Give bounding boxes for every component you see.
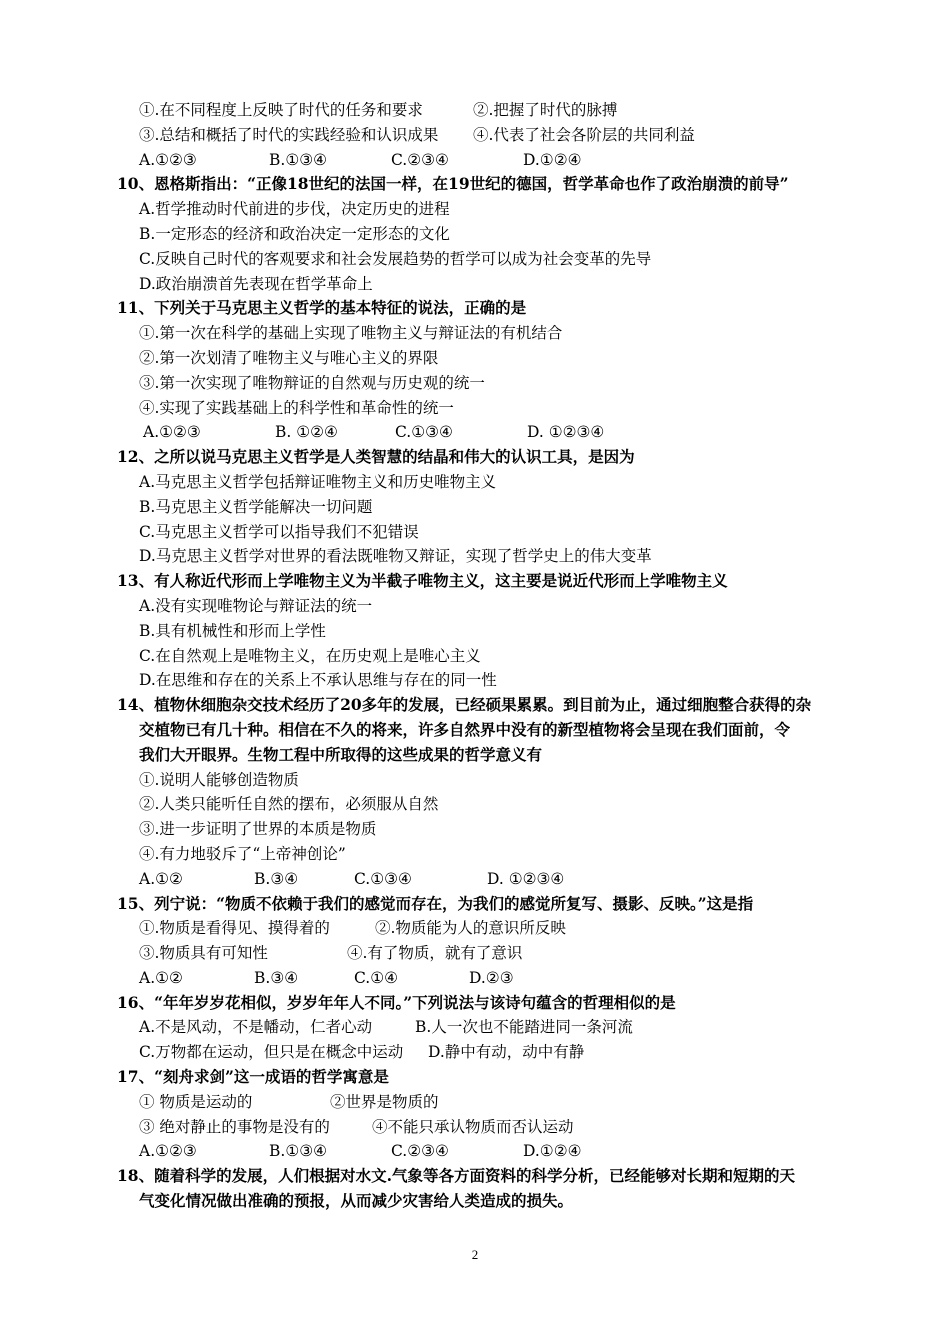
q9-option-3: ③.总结和概括了时代的实践经验和认识成果 [139,125,439,144]
q15-options-row-2 [117,941,847,966]
q17-choice-a: A.①②③ [139,1142,197,1161]
q13-option-c: C.在自然观上是唯物主义，在历史观上是唯心主义 [139,646,481,665]
q16-option-a: A.不是风动，不是幡动，仁者心动 [139,1018,373,1037]
q9-option-1: ①.在不同程度上反映了时代的任务和要求 [139,101,423,119]
q12-option-d: D.马克思主义哲学对世界的看法既唯物又辩证，实现了哲学史上的伟大变革 [139,547,652,566]
q9-options-row-1 [117,98,847,123]
q15-choices [117,966,847,991]
q17-option-1: ① 物质是运动的 [139,1092,253,1111]
q11-option-4: ④.实现了实践基础上的科学性和革命性的统一 [139,398,454,417]
q9-option-4: ④.代表了社会各阶层的共同利益 [473,125,695,144]
q12-option-b: B.马克思主义哲学能解决一切问题 [139,497,373,516]
q17-options-row-1 [117,1090,847,1115]
q17-choices [117,1139,847,1164]
q13-option-a: A.没有实现唯物论与辩证法的统一 [139,596,373,615]
q16-options-row-2 [117,1040,847,1065]
q9-choice-d: D.①②④ [523,150,582,169]
q17-stem: 17、“刻舟求剑”这一成语的哲学寓意是 [117,1067,389,1087]
q10-stem: 10、恩格斯指出：“正像18世纪的法国一样，在19世纪的德国，哲学革命也作了政治崩溃的前导” [117,174,789,194]
q11-choice-d: D. ①②③④ [527,423,605,442]
q13-option-d: D.在思维和存在的关系上不承认思维与存在的同一性 [139,671,497,690]
q14-stem-line-3: 我们大开眼界。生物工程中所取得的这些成果的哲学意义有 [139,744,543,764]
q10-option-b: B.一定形态的经济和政治决定一定形态的文化 [139,224,450,243]
q15-choice-d: D.②③ [469,968,514,987]
q9-choice-a: A.①②③ [139,150,197,169]
q10-option-d: D.政治崩溃首先表现在哲学革命上 [139,274,373,293]
q18-stem-line-1: 18、随着科学的发展，人们根据对水文.气象等各方面资料的科学分析，已经能够对长期和短期的天 [117,1166,795,1186]
q14-choices [117,867,847,892]
q14-choice-a: A.①② [139,869,183,888]
q10-option-a: A.哲学推动时代前进的步伐，决定历史的进程 [139,200,450,219]
q17-option-2: ②世界是物质的 [330,1092,439,1111]
q11-option-3: ③.第一次实现了唯物辩证的自然观与历史观的统一 [139,373,485,392]
q14-option-4: ④.有力地驳斥了“上帝神创论” [139,844,346,863]
q11-choice-c: C.①③④ [395,423,453,442]
q16-option-b: B.人一次也不能踏进同一条河流 [415,1018,633,1037]
q15-option-4: ④.有了物质，就有了意识 [347,944,523,963]
page-number: 2 [471,1247,479,1262]
q14-stem-line-2: 交植物已有几十种。相信在不久的将来，许多自然界中没有的新型植物将会呈现在我们面前，令 [139,719,791,739]
q14-option-1: ①.说明人能够创造物质 [139,770,299,789]
q12-option-a: A.马克思主义哲学包括辩证唯物主义和历史唯物主义 [139,472,497,491]
q14-choice-b: B.③④ [254,869,299,888]
q17-choice-d: D.①②④ [523,1142,582,1161]
q9-choice-c: C.②③④ [391,150,449,169]
question-list [117,98,847,1214]
q17-option-3: ③ 绝对静止的事物是没有的 [139,1117,330,1136]
q11-choice-b: B. ①②④ [275,423,338,442]
q9-options-row-2 [117,123,847,148]
q15-option-3: ③.物质具有可知性 [139,944,268,963]
q15-choice-a: A.①② [139,968,183,987]
q15-choice-b: B.③④ [254,968,299,987]
q16-stem: 16、“年年岁岁花相似，岁岁年年人不同。”下列说法与该诗句蕴含的哲理相似的是 [117,992,676,1012]
q15-option-1: ①.物质是看得见、摸得着的 [139,919,330,938]
q14-choice-d: D. ①②③④ [487,869,565,888]
q15-option-2: ②.物质能为人的意识所反映 [375,919,566,938]
q11-option-2: ②.第一次划清了唯物主义与唯心主义的界限 [139,348,439,367]
q9-choices [117,148,847,173]
q17-choice-b: B.①③④ [269,1142,328,1161]
q15-choice-c: C.①④ [354,968,399,987]
q11-choice-a: A.①②③ [143,423,201,442]
q16-option-c: C.万物都在运动，但只是在概念中运动 [139,1043,404,1062]
q9-option-2: ②.把握了时代的脉搏 [473,101,618,119]
q16-options-row-1 [117,1015,847,1040]
q18-stem-line-2: 气变化情况做出准确的预报，从而减少灾害给人类造成的损失。 [139,1191,574,1211]
q13-option-b: B.具有机械性和形而上学性 [139,621,326,640]
q17-options-row-2 [117,1115,847,1140]
q11-stem: 11、下列关于马克思主义哲学的基本特征的说法，正确的是 [117,298,527,318]
q14-choice-c: C.①③④ [354,869,412,888]
q17-choice-c: C.②③④ [391,1142,449,1161]
q12-stem: 12、之所以说马克思主义哲学是人类智慧的结晶和伟大的认识工具，是因为 [117,447,635,467]
q16-option-d: D.静中有动，动中有静 [428,1043,585,1062]
q10-option-c: C.反映自己时代的客观要求和社会发展趋势的哲学可以成为社会变革的先导 [139,249,652,268]
q14-option-2: ②.人类只能听任自然的摆布，必须服从自然 [139,795,439,814]
q9-choice-b: B.①③④ [269,150,328,169]
q11-option-1: ①.第一次在科学的基础上实现了唯物主义与辩证法的有机结合 [139,324,563,343]
q15-options-row-1 [117,916,847,941]
q11-choices [117,420,847,445]
q14-stem-line-1: 14、植物休细胞杂交技术经历了20多年的发展，已经硕果累累。到目前为止，通过细胞整合获得的杂 [117,695,812,715]
q15-stem: 15、列宁说：“物质不依赖于我们的感觉而存在，为我们的感觉所复写、摄影、反映。”这是指 [117,893,754,913]
q17-option-4: ④不能只承认物质而否认运动 [372,1117,574,1136]
q13-stem: 13、有人称近代形而上学唯物主义为半截子唯物主义，这主要是说近代形而上学唯物主义 [117,571,728,591]
q14-option-3: ③.进一步证明了世界的本质是物质 [139,820,377,839]
q12-option-c: C.马克思主义哲学可以指导我们不犯错误 [139,522,419,541]
